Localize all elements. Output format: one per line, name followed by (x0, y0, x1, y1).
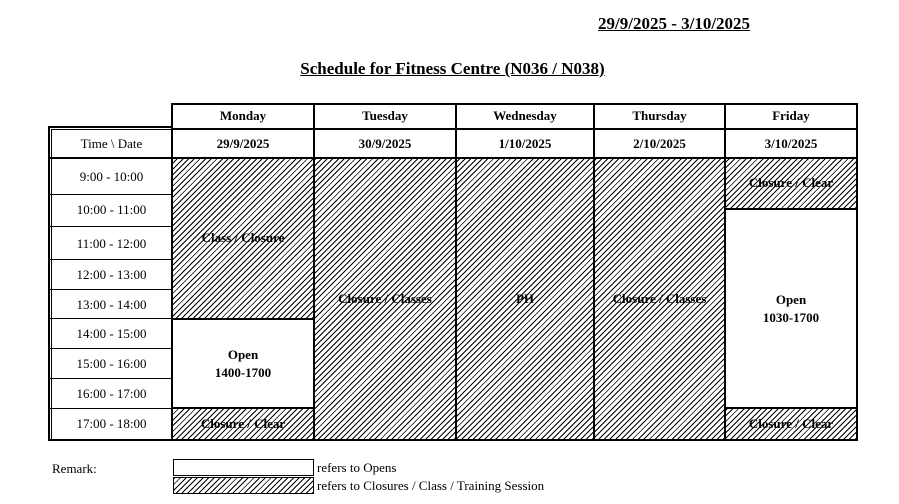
block-monday-open (173, 320, 313, 408)
block-thursday-label: Closure / Classes (612, 290, 707, 306)
legend-closed-swatch (173, 477, 314, 494)
legend-closed-text: refers to Closures / Class / Training Session (317, 478, 545, 493)
time-slot: 15:00 - 16:00 (76, 356, 147, 371)
day-header-thursday: Thursday (632, 108, 687, 123)
block-monday-closure (173, 158, 313, 318)
block-friday-morning-closure (726, 158, 856, 208)
week-date-range: 29/9/2025 - 3/10/2025 (598, 14, 751, 33)
block-friday-evening-closure (726, 409, 856, 439)
day-header-wednesday: Wednesday (493, 108, 557, 123)
remark-label: Remark: (52, 461, 97, 476)
block-friday-open-label: Open (775, 292, 807, 307)
legend-open-swatch (173, 459, 314, 476)
block-monday-closure-label: Class / Closure (201, 230, 285, 245)
time-date-corner: Time \ Date (80, 135, 143, 151)
block-monday-evening-closure (173, 409, 313, 439)
date-thursday: 2/10/2025 (633, 135, 686, 151)
block-tuesday-closure (315, 158, 455, 439)
time-slot: 11:00 - 12:00 (76, 235, 147, 251)
block-monday-evening-label: Closure / Clear (200, 416, 286, 431)
block-monday-open-label: Open (227, 347, 259, 362)
block-wednesday-label: PH (515, 290, 535, 306)
block-friday-open (726, 210, 856, 408)
legend-open-text: refers to Opens (317, 460, 397, 475)
block-friday-open-hours: 1030-1700 (762, 310, 820, 325)
date-friday: 3/10/2025 (764, 135, 818, 151)
time-slot: 16:00 - 17:00 (76, 385, 147, 401)
time-slot: 12:00 - 13:00 (76, 266, 147, 282)
block-friday-evening-label: Closure / Clear (748, 416, 834, 431)
date-monday: 29/9/2025 (216, 135, 270, 151)
block-monday-open-hours: 1400-1700 (214, 365, 272, 380)
time-slot: 9:00 - 10:00 (79, 169, 144, 184)
time-slot: 17:00 - 18:00 (76, 416, 147, 431)
day-header-friday: Friday (772, 108, 810, 123)
block-thursday-closure (595, 158, 724, 439)
block-tuesday-label: Closure / Classes (338, 290, 432, 306)
time-slot: 10:00 - 11:00 (76, 202, 147, 217)
time-slot: 14:00 - 15:00 (76, 326, 147, 341)
schedule-title: Schedule for Fitness Centre (N036 / N038) (300, 59, 605, 78)
date-wednesday: 1/10/2025 (498, 135, 552, 151)
block-friday-morning-label: Closure / Clear (748, 175, 834, 190)
day-header-tuesday: Tuesday (362, 108, 408, 123)
block-wednesday-ph (457, 158, 593, 439)
time-slot: 13:00 - 14:00 (76, 296, 147, 312)
day-header-monday: Monday (219, 108, 267, 123)
date-tuesday: 30/9/2025 (358, 135, 412, 151)
